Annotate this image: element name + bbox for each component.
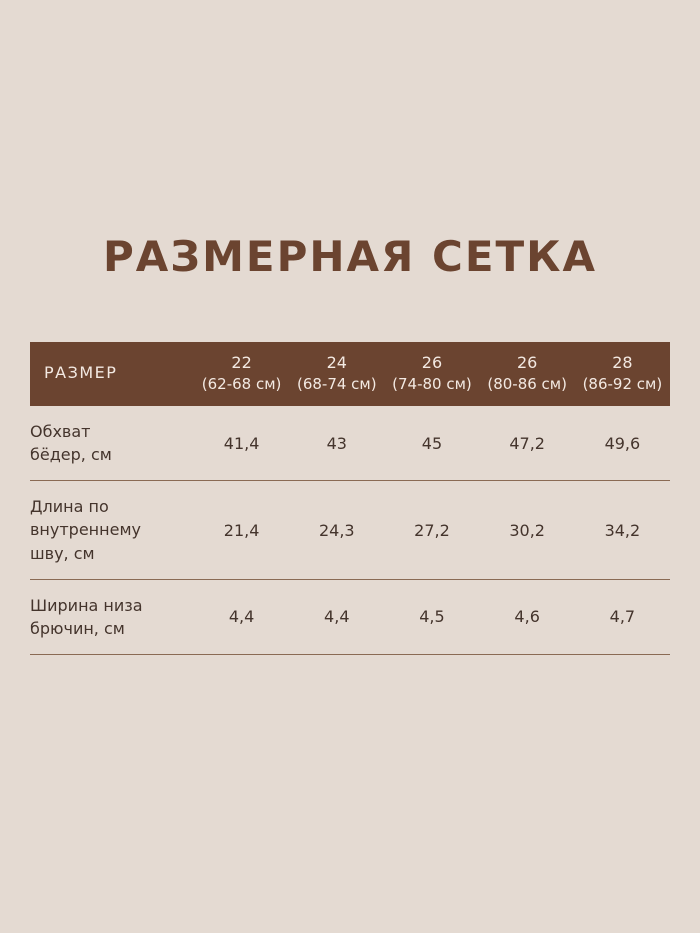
table-header xyxy=(30,342,670,406)
header-cell-size-5 xyxy=(575,342,670,406)
cell-value: 4,5 xyxy=(384,579,479,654)
row-label-line: брючин, см xyxy=(30,618,125,638)
row-label-line: бёдер, см xyxy=(30,445,112,465)
size-grid-container xyxy=(30,342,670,655)
size-number: 26 xyxy=(421,353,443,372)
row-label-line: Ширина низа xyxy=(30,595,143,615)
size-number: 22 xyxy=(231,353,252,372)
size-number: 24 xyxy=(326,353,347,372)
header-cell-size-label: РАЗМЕР xyxy=(30,342,194,406)
table-row xyxy=(30,481,670,580)
cell-value: 30,2 xyxy=(480,481,575,580)
table-header-row xyxy=(30,342,670,406)
cell-value: 4,6 xyxy=(480,579,575,654)
header-cell-size-3 xyxy=(384,342,479,406)
cell-value: 34,2 xyxy=(575,481,670,580)
cell-value: 4,4 xyxy=(289,579,384,654)
cell-value: 43 xyxy=(289,406,384,481)
row-label-inseam-length xyxy=(30,481,194,580)
row-label-hip-girth xyxy=(30,406,194,481)
size-range: (68-74 см) xyxy=(296,374,377,393)
cell-value: 4,4 xyxy=(194,579,289,654)
page-title: РАЗМЕРНАЯ СЕТКА xyxy=(102,232,597,281)
header-cell-size-4 xyxy=(480,342,575,406)
header-cell-size-1 xyxy=(194,342,289,406)
row-label-line: Длина по xyxy=(30,497,109,517)
size-range: (62-68 см) xyxy=(201,374,282,393)
cell-value: 41,4 xyxy=(194,406,289,481)
size-range: (80-86 см) xyxy=(487,374,567,393)
cell-value: 45 xyxy=(384,406,479,481)
table-row xyxy=(30,406,670,481)
size-grid-table xyxy=(30,342,670,655)
size-number: 28 xyxy=(612,353,633,372)
cell-value: 49,6 xyxy=(575,406,670,481)
row-label-leg-opening-width xyxy=(30,579,194,654)
table-row xyxy=(30,579,670,654)
size-range: (86-92 см) xyxy=(582,374,663,393)
size-range: (74-80 см) xyxy=(392,374,472,393)
row-label-line: шву, см xyxy=(30,543,95,563)
row-label-line: Обхват xyxy=(30,421,91,441)
cell-value: 21,4 xyxy=(194,481,289,580)
table-body xyxy=(30,406,670,655)
row-label-line: внутреннему xyxy=(30,520,141,540)
cell-value: 47,2 xyxy=(480,406,575,481)
size-number: 26 xyxy=(516,353,538,372)
cell-value: 27,2 xyxy=(384,481,479,580)
header-cell-size-2 xyxy=(289,342,384,406)
cell-value: 4,7 xyxy=(575,579,670,654)
cell-value: 24,3 xyxy=(289,481,384,580)
